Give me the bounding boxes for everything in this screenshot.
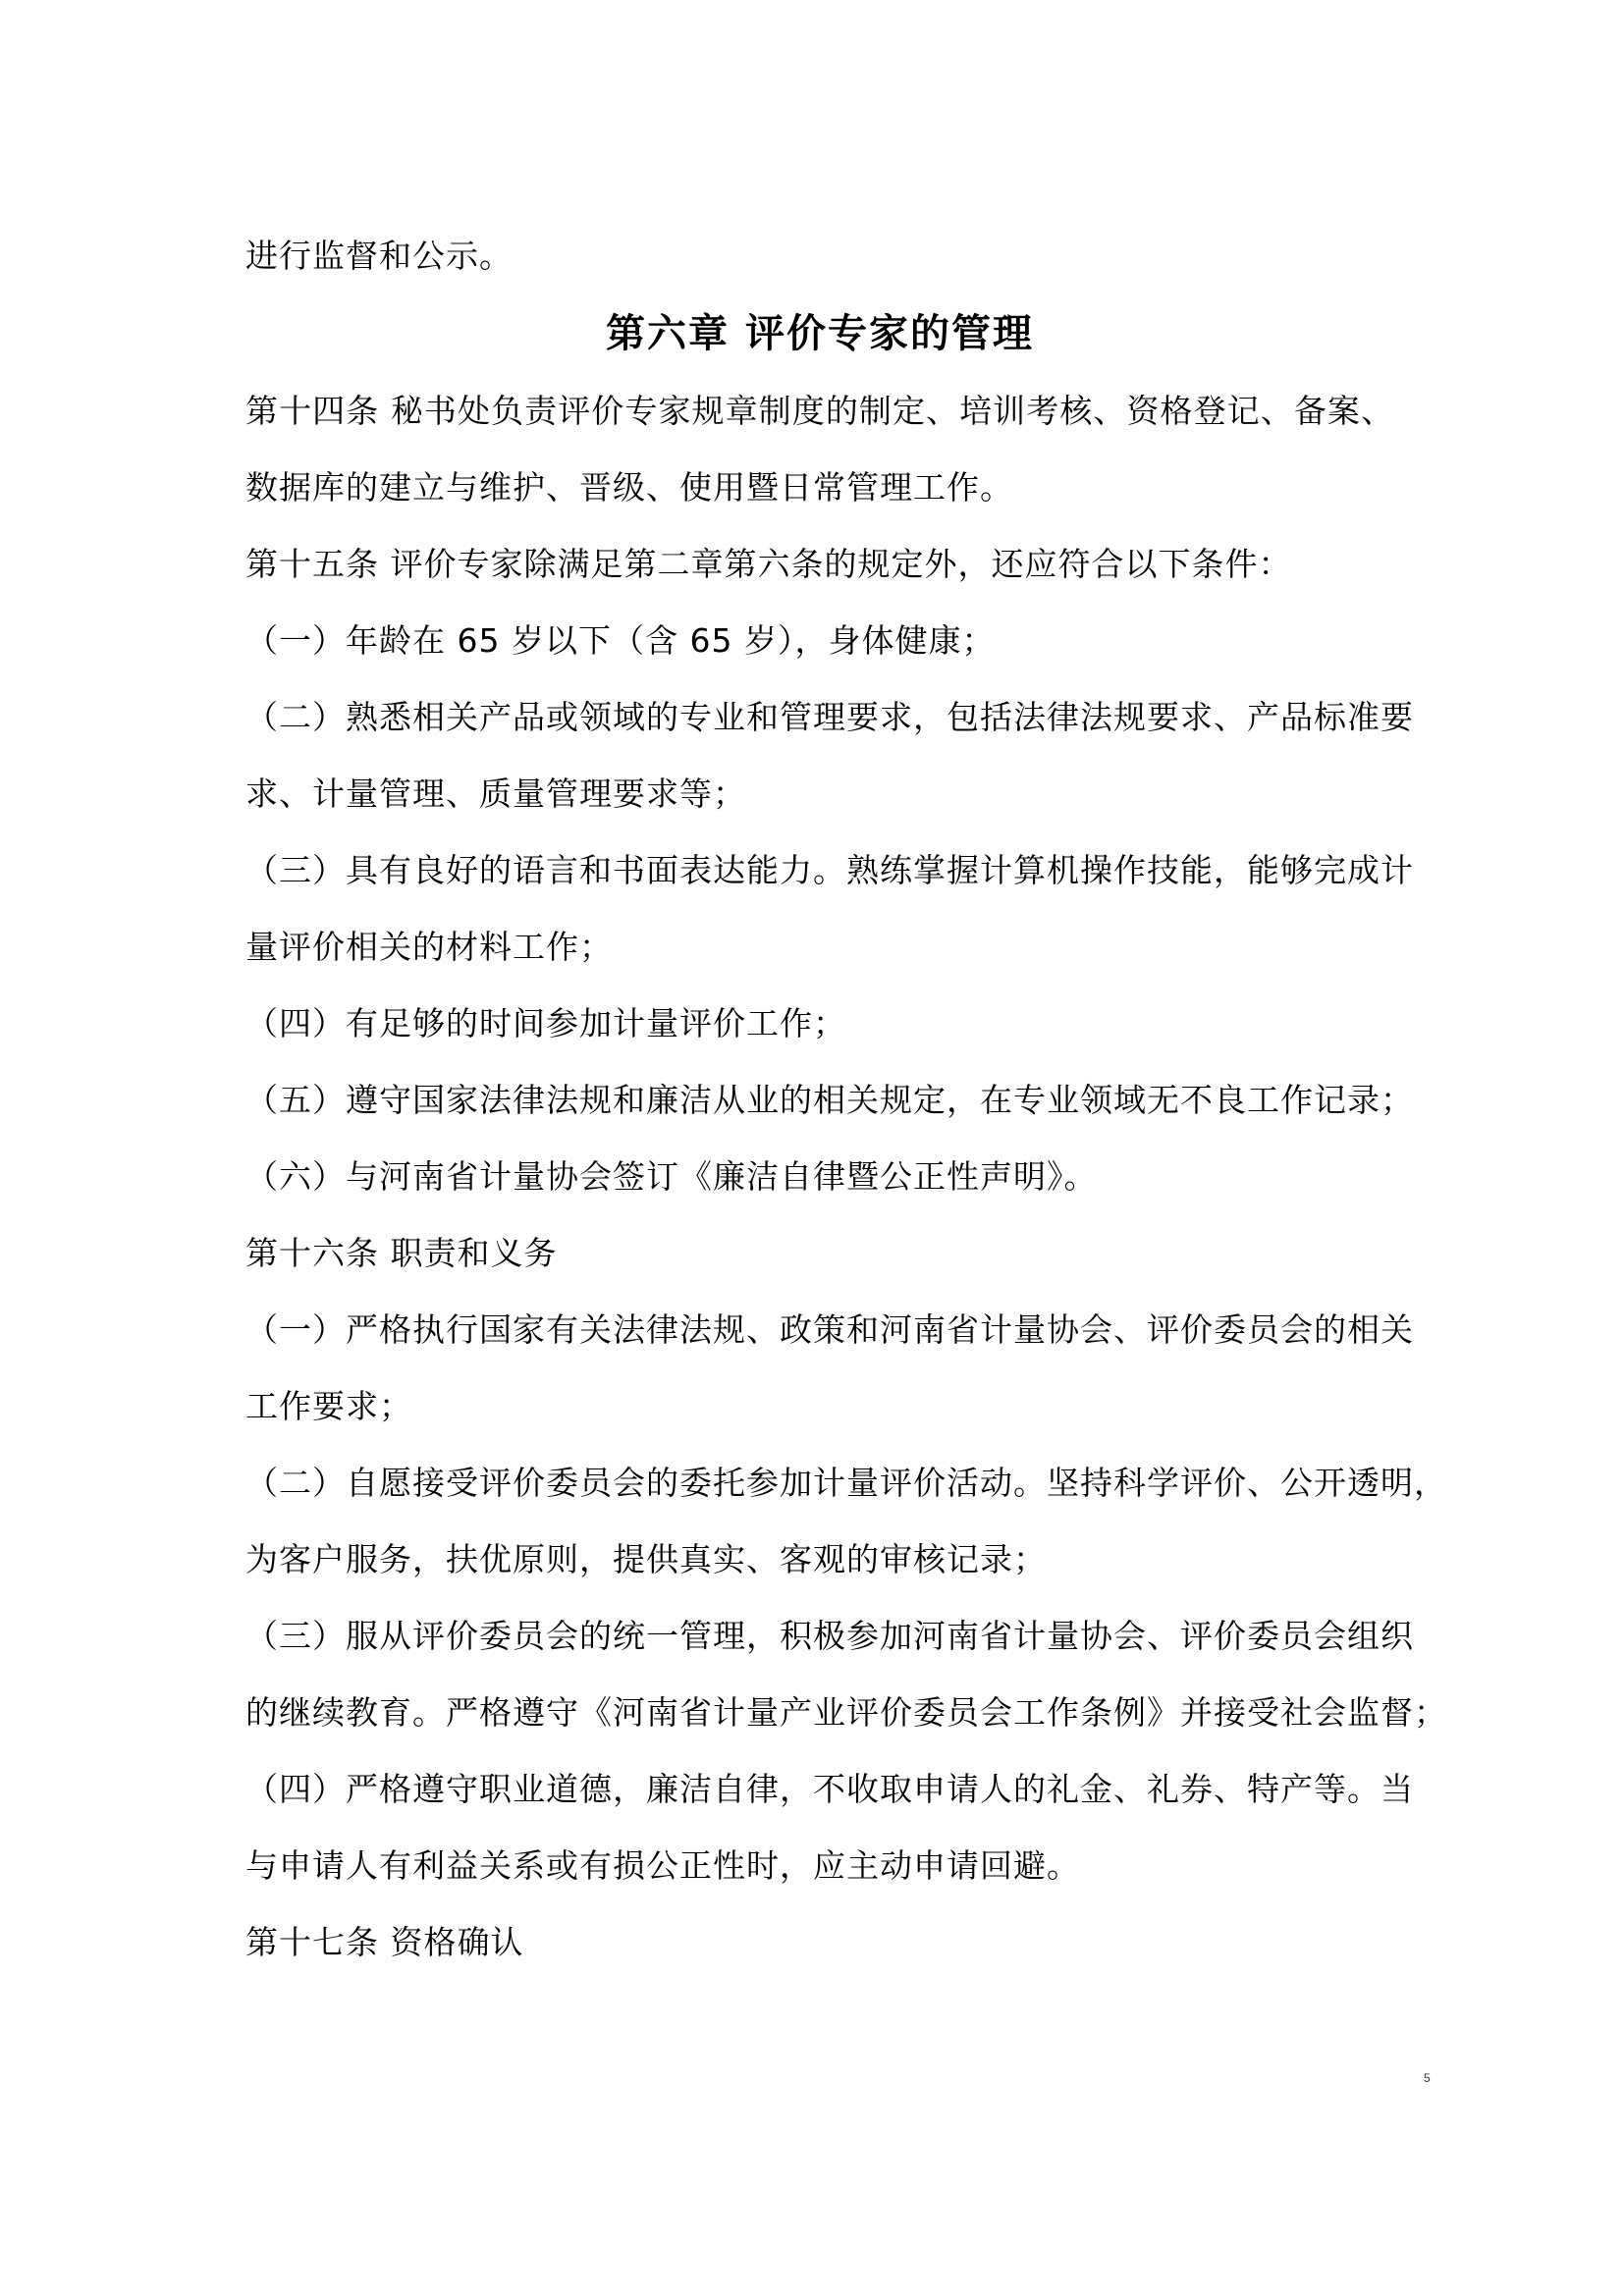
article-16-item-3-line-1: （三）服从评价委员会的统一管理，积极参加河南省计量协会、评价委员会组织 (245, 1617, 1414, 1655)
article-16-item-3-line-2: 的继续教育。严格遵守《河南省计量产业评价委员会工作条例》并接受社会监督； (245, 1693, 1447, 1732)
article-15-item-1: （一）年龄在 65 岁以下（含 65 岁），身体健康； (245, 621, 996, 660)
article-16-item-1-line-2: 工作要求； (245, 1387, 412, 1425)
chapter-heading: 第六章 评价专家的管理 (606, 311, 1034, 356)
article-16-heading: 第十六条 职责和义务 (245, 1234, 558, 1272)
page-body (245, 218, 1447, 1981)
article-15-line-1: 第十五条 评价专家除满足第二章第六条的规定外，还应符合以下条件： (245, 545, 1292, 583)
article-15-item-2-line-2: 求、计量管理、质量管理要求等； (245, 774, 746, 813)
article-16-item-4-line-2: 与申请人有利益关系或有损公正性时，应主动申请回避。 (245, 1846, 1080, 1885)
article-15-item-2-line-1: （二）熟悉相关产品或领域的专业和管理要求，包括法律法规要求、产品标准要 (245, 698, 1414, 736)
article-16-item-2-line-1: （二）自愿接受评价委员会的委托参加计量评价活动。坚持科学评价、公开透明， (245, 1464, 1447, 1502)
paragraph-line: 进行监督和公示。 (245, 237, 513, 275)
article-14-line-2: 数据库的建立与维护、晋级、使用暨日常管理工作。 (245, 468, 1013, 507)
article-15-item-6: （六）与河南省计量协会签订《廉洁自律暨公正性声明》。 (245, 1157, 1098, 1196)
page-number: 5 (1424, 2071, 1431, 2085)
article-15-item-4: （四）有足够的时间参加计量评价工作； (245, 1004, 846, 1042)
article-15-item-3-line-1: （三）具有良好的语言和书面表达能力。熟练掌握计算机操作技能，能够完成计 (245, 851, 1414, 889)
article-16-item-1-line-1: （一）严格执行国家有关法律法规、政策和河南省计量协会、评价委员会的相关 (245, 1310, 1414, 1349)
article-17-heading: 第十七条 资格确认 (245, 1923, 524, 1961)
article-16-item-2-line-2: 为客户服务，扶优原则，提供真实、客观的审核记录； (245, 1540, 1047, 1578)
article-15-item-3-line-2: 量评价相关的材料工作； (245, 928, 613, 966)
article-15-item-5: （五）遵守国家法律法规和廉洁从业的相关规定，在专业领域无不良工作记录； (245, 1081, 1414, 1119)
article-16-item-4-line-1: （四）严格遵守职业道德，廉洁自律，不收取申请人的礼金、礼券、特产等。当 (245, 1770, 1414, 1808)
article-14-line-1: 第十四条 秘书处负责评价专家规章制度的制定、培训考核、资格登记、备案、 (245, 392, 1394, 430)
